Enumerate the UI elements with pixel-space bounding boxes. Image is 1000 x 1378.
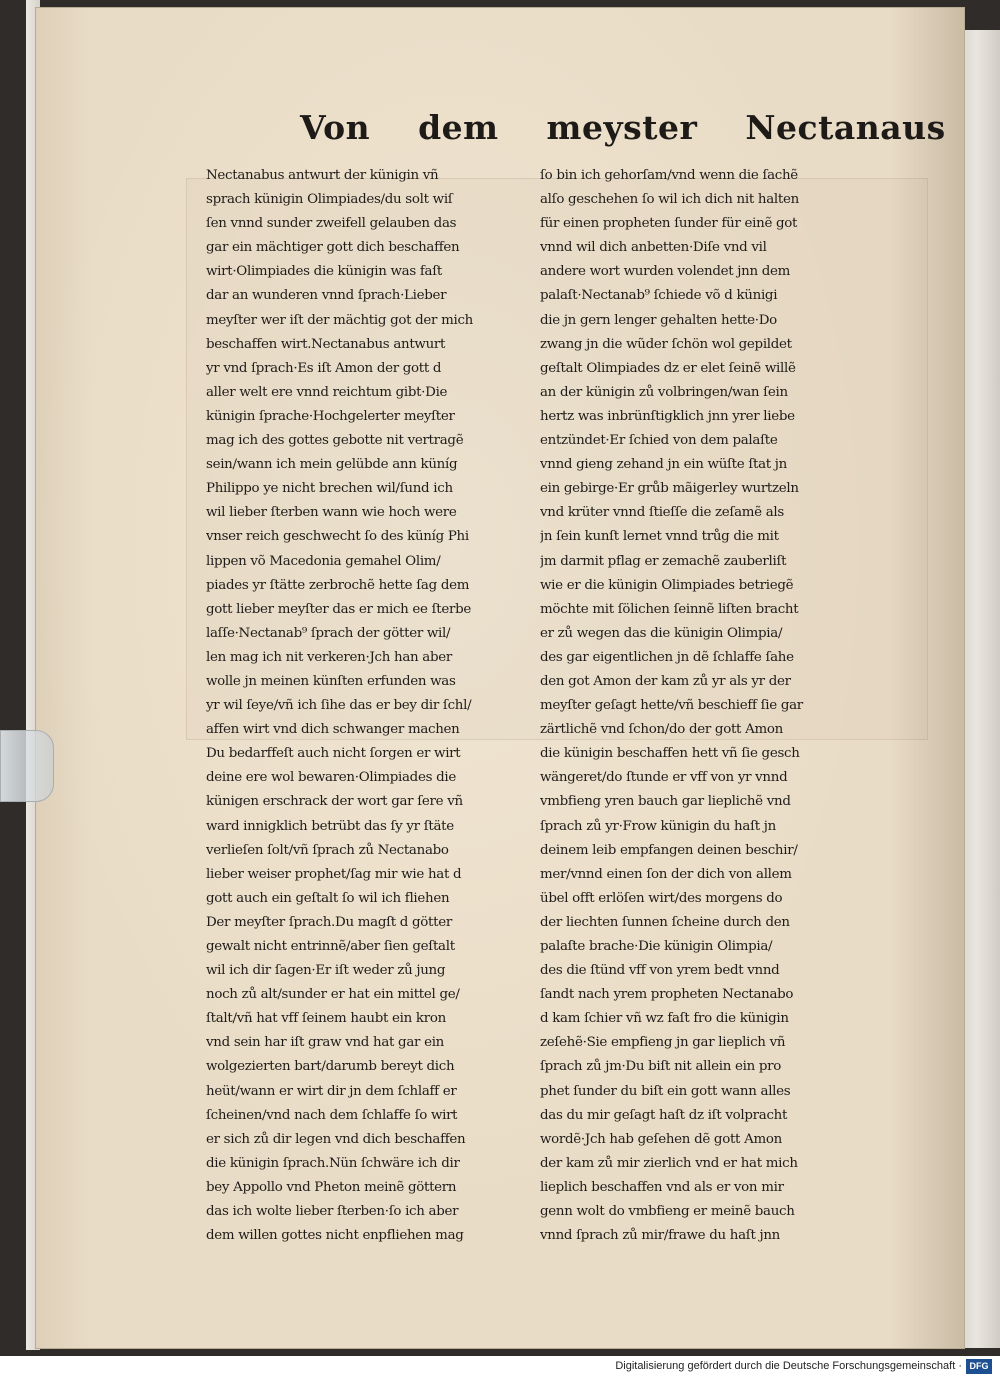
dfg-logo: DFG [966, 1359, 992, 1374]
text-line: yr wil ſeye/vñ ich ſihe das er bey dir ſchl/ [206, 698, 472, 714]
text-line: lieber weiser prophet/ſag mir wie hat d [206, 866, 462, 882]
text-line: jn ſein kunſt lernet vnnd trůg die mit [540, 529, 779, 545]
text-line: gott lieber meyſter das er mich ee ſterbe [206, 601, 471, 617]
text-line: er zů wegen das die künigin Olimpia/ [540, 625, 783, 641]
text-line: die jn gern lenger gehalten hette·Do [540, 312, 777, 328]
text-line: künigin ſprache·Hochgelerter meyſter [206, 408, 455, 424]
text-line: palaſt·Nectanab⁹ ſchiede võ d künigi [540, 288, 778, 304]
text-line: vnnd ſprach zů mir/frawe du haſt jnn [540, 1228, 781, 1244]
text-line: möchte mit ſölichen ſeinnẽ liſten bracht [540, 601, 799, 617]
text-line: lieplich beschaffen vnd als er von mir [540, 1179, 784, 1195]
text-line: zwang jn die wũder ſchön wol gepildet [540, 336, 792, 352]
text-column-right [540, 164, 858, 1248]
text-line: übel offt erlöſen wirt/des morgens do [540, 890, 783, 906]
text-line: andere wort wurden volendet jnn dem [540, 264, 791, 280]
footer-credit: Digitalisierung gefördert durch die Deutsche Forschungsgemeinschaft · [615, 1360, 962, 1372]
text-line: wolgezierten bart/darumb bereyt dich [206, 1059, 455, 1075]
text-line: ſcheinen/vnd nach dem ſchlaffe ſo wirt [206, 1107, 458, 1123]
text-line: mer/vnnd einen ſon der dich von allem [540, 866, 792, 882]
text-line: heüt/wann er wirt dir jn dem ſchlaff er [206, 1083, 457, 1099]
text-line: jm darmit pflag er zemachẽ zauberliſt [540, 553, 787, 569]
text-line: vnd sein har iſt graw vnd hat gar ein [206, 1035, 445, 1051]
text-line: ſprach zů jm·Du biſt nit allein ein pro [540, 1059, 782, 1075]
text-line: mag ich des gottes gebotte nit vertragẽ [206, 433, 464, 449]
text-line: ward innigklich betrübt das ſy yr ſtäte [206, 818, 454, 834]
facing-page-edge [960, 30, 1000, 1348]
page-heading: Von dem meyster Nectanaus [300, 108, 946, 147]
text-line: die künigin beschaffen hett vñ ſie gesch [540, 746, 800, 762]
text-line: des gar eigentlichen jn dẽ ſchlaffe ſahe [540, 649, 794, 665]
text-line: affen wirt vnd dich schwanger machen [206, 722, 460, 738]
text-line: sprach künigin Olimpiades/du solt wiſ [206, 192, 453, 208]
text-line: an der künigin zů volbringen/wan ſein [540, 384, 788, 400]
text-line: geſtalt Olimpiades dz er elet ſeinẽ willẽ [540, 360, 796, 376]
text-line: für einen propheten ſunder für einẽ got [540, 216, 798, 232]
text-line: vnd krüter vnnd ſtieſſe die zeſamẽ als [540, 505, 784, 521]
text-line: hertz was inbrünſtigklich jnn yrer liebe [540, 408, 795, 424]
text-line: künigen erschrack der wort gar ſere vñ [206, 794, 463, 810]
text-line: deinem leib empfangen deinen beschir/ [540, 842, 798, 858]
text-line: Nectanabus antwurt der künigin vñ [206, 168, 439, 183]
text-line: der liechten ſunnen ſcheine durch den [540, 914, 790, 930]
text-line: wolle jn meinen künſten erfunden was [206, 673, 456, 689]
text-line: yr vnd ſprach·Es iſt Amon der gott d [206, 360, 442, 376]
text-line: die künigin ſprach.Nün ſchwäre ich dir [206, 1155, 460, 1171]
text-line: zeſehẽ·Sie empfieng jn gar lieplich vñ [540, 1035, 786, 1051]
text-line: ſprach zů yr·Frow künigin du haſt jn [540, 818, 776, 834]
text-line: dar an wunderen vnnd ſprach·Lieber [206, 288, 447, 304]
text-line: Du bedarffeſt auch nicht ſorgen er wirt [206, 746, 461, 762]
text-line: ſo bin ich gehorſam/vnd wenn die ſachẽ [540, 168, 798, 183]
text-line: das ich wolte lieber ſterben·ſo ich aber [206, 1204, 459, 1220]
text-line: wirt·Olimpiades die künigin was faſt [206, 264, 442, 280]
text-line: des die ſtünd vff von yrem bedt vnnd [540, 963, 780, 979]
text-line: wängeret/do ſtunde er vff von yr vnnd [540, 770, 788, 786]
text-line: gewalt nicht entrinnẽ/aber ſien geſtalt [206, 939, 455, 954]
text-line: entzündet·Er ſchied von dem palaſte [540, 433, 778, 449]
text-line: d kam ſchier vñ wz faſt fro die künigin [540, 1011, 789, 1027]
text-line: gar ein mächtiger gott dich beschaffen [206, 240, 460, 256]
text-line: alſo geschehen ſo wil ich dich nit halten [540, 192, 799, 208]
text-line: den got Amon der kam zů yr als yr der [540, 673, 791, 689]
text-line: dem willen gottes nicht enpfliehen mag [206, 1228, 464, 1244]
text-line: gott auch ein geſtalt ſo wil ich fliehen [206, 890, 450, 906]
text-line: das du mir geſagt haſt dz iſt volpracht [540, 1107, 788, 1123]
text-line: palaſte brache·Die künigin Olimpia/ [540, 939, 773, 954]
text-line: vnnd gieng zehand jn ein wüſte ſtat jn [540, 457, 787, 473]
text-line: der kam zů mir zierlich vnd er hat mich [540, 1155, 798, 1171]
text-line: wordẽ·Jch hab geſehen dẽ gott Amon [540, 1131, 782, 1147]
text-line: Philippo ye nicht brechen wil/ſund ich [206, 481, 453, 497]
text-line: wil lieber ſterben wann wie hoch were [206, 505, 457, 521]
text-line: genn wolt do vmbfieng er meinẽ bauch [540, 1204, 795, 1220]
text-line: deine ere wol bewaren·Olimpiades die [206, 770, 456, 786]
text-line: meyſter wer iſt der mächtig got der mich [206, 312, 474, 328]
text-line: laſſe·Nectanab⁹ ſprach der götter wil/ [206, 625, 451, 641]
text-line: vmbfieng yren bauch gar lieplichẽ vnd [540, 794, 791, 810]
footer-bar [0, 1356, 1000, 1378]
text-line: er sich zů dir legen vnd dich beschaffen [206, 1131, 466, 1147]
text-column-left [206, 164, 524, 1248]
text-line: piades yr ſtätte zerbrochẽ hette ſag dem [206, 577, 470, 593]
text-line: ſtalt/vñ hat vff ſeinem haubt ein kron [206, 1011, 446, 1027]
page-clip [0, 730, 54, 802]
text-line: zärtlichẽ vnd ſchon/do der gott Amon [540, 722, 783, 738]
text-line: aller welt ere vnnd reichtum gibt·Die [206, 384, 448, 400]
text-line: ein gebirge·Er grůb mãigerley wurtzeln [540, 481, 799, 497]
text-line: beschaffen wirt.Nectanabus antwurt [206, 336, 446, 352]
text-line: lippen võ Macedonia gemahel Olim/ [206, 553, 441, 569]
text-line: phet ſunder du biſt ein gott wann alles [540, 1083, 791, 1099]
text-line: ſandt nach yrem propheten Nectanabo [540, 987, 794, 1003]
text-line: noch zů alt/sunder er hat ein mittel ge/ [206, 987, 460, 1003]
text-line: sein/wann ich mein gelübde ann küníg [206, 457, 458, 473]
text-line: vnser reich geschwecht ſo des küníg Phi [206, 529, 469, 545]
text-line: wil ich dir ſagen·Er iſt weder zů jung [206, 963, 446, 979]
text-line: len mag ich nit verkeren·Jch han aber [206, 649, 452, 665]
text-line: vnnd wil dich anbetten·Diſe vnd vil [540, 240, 767, 256]
text-line: ſen vnnd sunder zweifell gelauben das [206, 216, 457, 232]
text-line: Der meyſter ſprach.Du magſt d götter [206, 914, 452, 930]
text-line: bey Appollo vnd Pheton meinẽ göttern [206, 1179, 457, 1195]
text-line: meyſter geſagt hette/vñ beschieff ſie gar [540, 698, 803, 714]
text-line: wie er die künigin Olimpiades betriegẽ [540, 577, 794, 593]
text-line: verlieſen ſolt/vñ ſprach zů Nectanabo [206, 842, 449, 858]
